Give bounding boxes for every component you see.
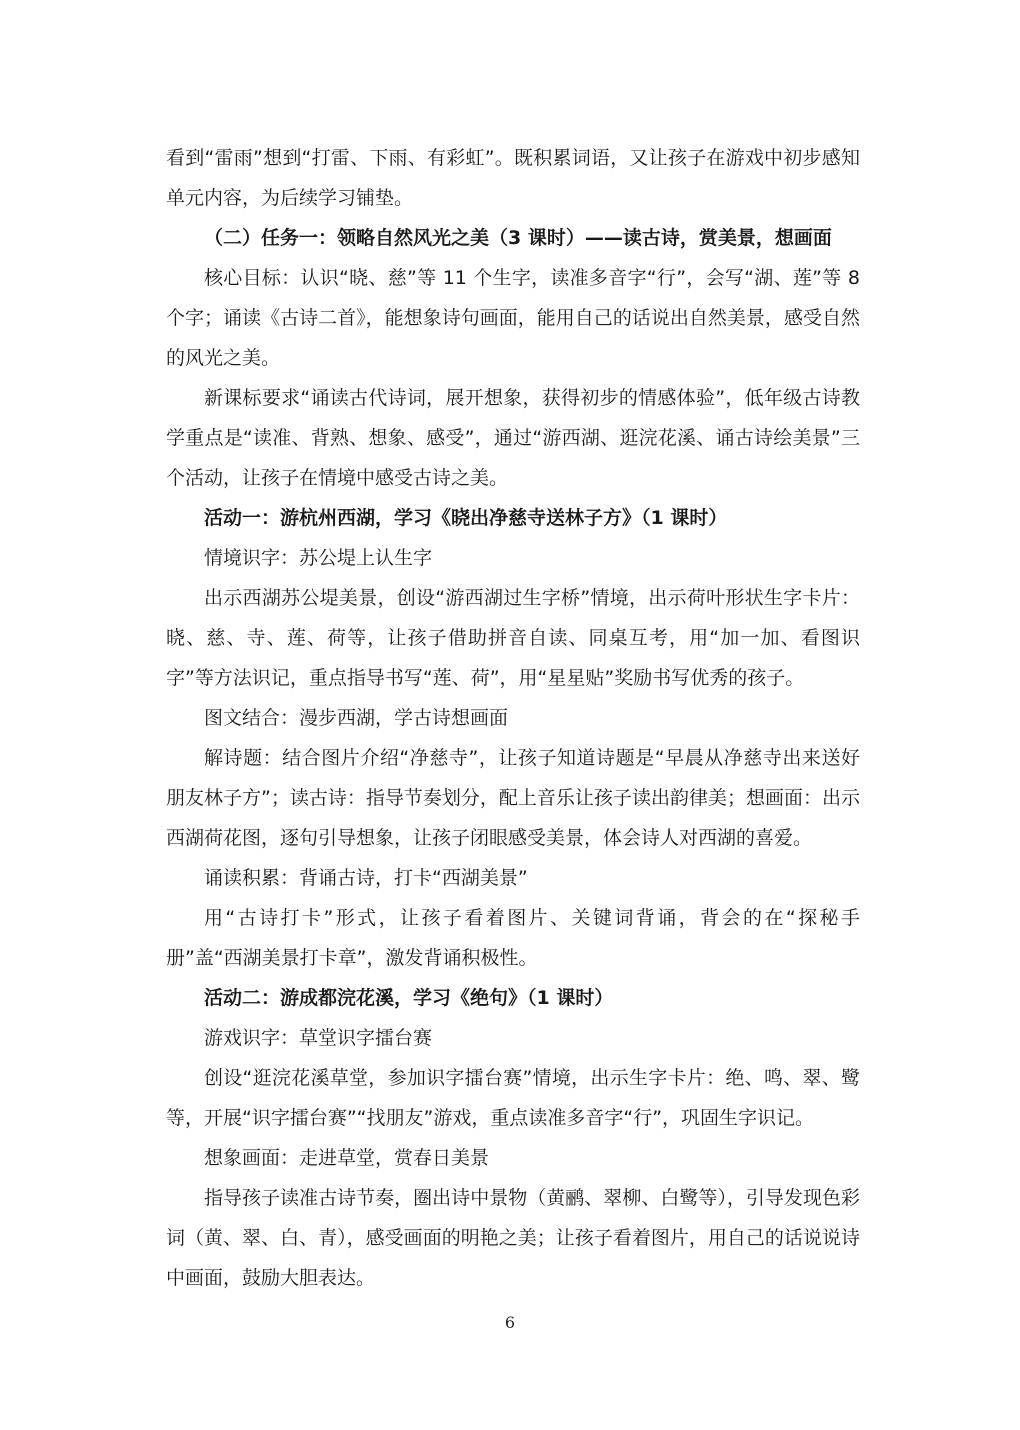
section-heading-task-one: （二）任务一：领略自然风光之美（3 课时）——读古诗，赏美景，想画面 bbox=[204, 227, 832, 249]
paragraph-core-goal: 核心目标：认识“晓、慈”等 11 个生字，读准多音字“行”，会写“湖、莲”等 8 个字；诵读《古诗二首》，能想象诗句画面，能用自己的话说出自然美景，感受自然的风光之美。 bbox=[166, 267, 860, 369]
subheading-image-text: 图文结合：漫步西湖，学古诗想画面 bbox=[204, 707, 509, 729]
document-body bbox=[166, 138, 860, 1298]
subheading-recitation: 诵读积累：背诵古诗，打卡“西湖美景” bbox=[204, 867, 528, 889]
page-number: 6 bbox=[504, 1313, 516, 1332]
paragraph-literacy-contest: 创设“逛浣花溪草堂，参加识字擂台赛”情境，出示生字卡片：绝、鸣、翠、鹭等，开展“识字擂台赛”“找朋友”游戏，重点读准多音字“行”，巩固生字识记。 bbox=[166, 1067, 860, 1129]
paragraph-poem-rhythm: 指导孩子读准古诗节奏，圈出诗中景物（黄鹂、翠柳、白鹭等），引导发现色彩词（黄、翠、白、青），感受画面的明艳之美；让孩子看着图片，用自己的话说说诗中画面，鼓励大胆表达。 bbox=[166, 1187, 860, 1289]
paragraph-poem-checkin: 用“古诗打卡”形式，让孩子看着图片、关键词背诵，背会的在“探秘手册”盖“西湖美景打卡章”，激发背诵积极性。 bbox=[166, 907, 860, 969]
subheading-imagine-scene: 想象画面：走进草堂，赏春日美景 bbox=[204, 1147, 490, 1169]
activity-two-heading: 活动二：游成都浣花溪，学习《绝句》（1 课时） bbox=[204, 987, 614, 1009]
subheading-situational-literacy: 情境识字：苏公堤上认生字 bbox=[204, 547, 433, 569]
activity-one-heading: 活动一：游杭州西湖，学习《晓出净慈寺送林子方》（1 课时） bbox=[204, 507, 728, 529]
paragraph-intro-continuation: 看到“雷雨”想到“打雷、下雨、有彩虹”。既积累词语，又让孩子在游戏中初步感知单元内容，为后续学习铺垫。 bbox=[166, 147, 860, 209]
paragraph-west-lake-characters: 出示西湖苏公堤美景，创设“游西湖过生字桥”情境，出示荷叶形状生字卡片：晓、慈、寺、莲、荷等，让孩子借助拼音自读、同桌互考，用“加一加、看图识字”等方法识记，重点指导书写“莲、荷”，用“星星贴”奖励书写优秀的孩子。 bbox=[166, 587, 860, 689]
paragraph-poem-interpretation: 解诗题：结合图片介绍“净慈寺”，让孩子知道诗题是“早晨从净慈寺出来送好朋友林子方”；读古诗：指导节奏划分，配上音乐让孩子读出韵律美；想画面：出示西湖荷花图，逐句引导想象，让孩子闭眼感受美景，体会诗人对西湖的喜爱。 bbox=[166, 747, 860, 849]
subheading-game-literacy: 游戏识字：草堂识字擂台赛 bbox=[204, 1027, 433, 1049]
paragraph-curriculum-standard: 新课标要求“诵读古代诗词，展开想象，获得初步的情感体验”，低年级古诗教学重点是“读准、背熟、想象、感受”，通过“游西湖、逛浣花溪、诵古诗绘美景”三个活动，让孩子在情境中感受古诗之美。 bbox=[166, 387, 860, 489]
